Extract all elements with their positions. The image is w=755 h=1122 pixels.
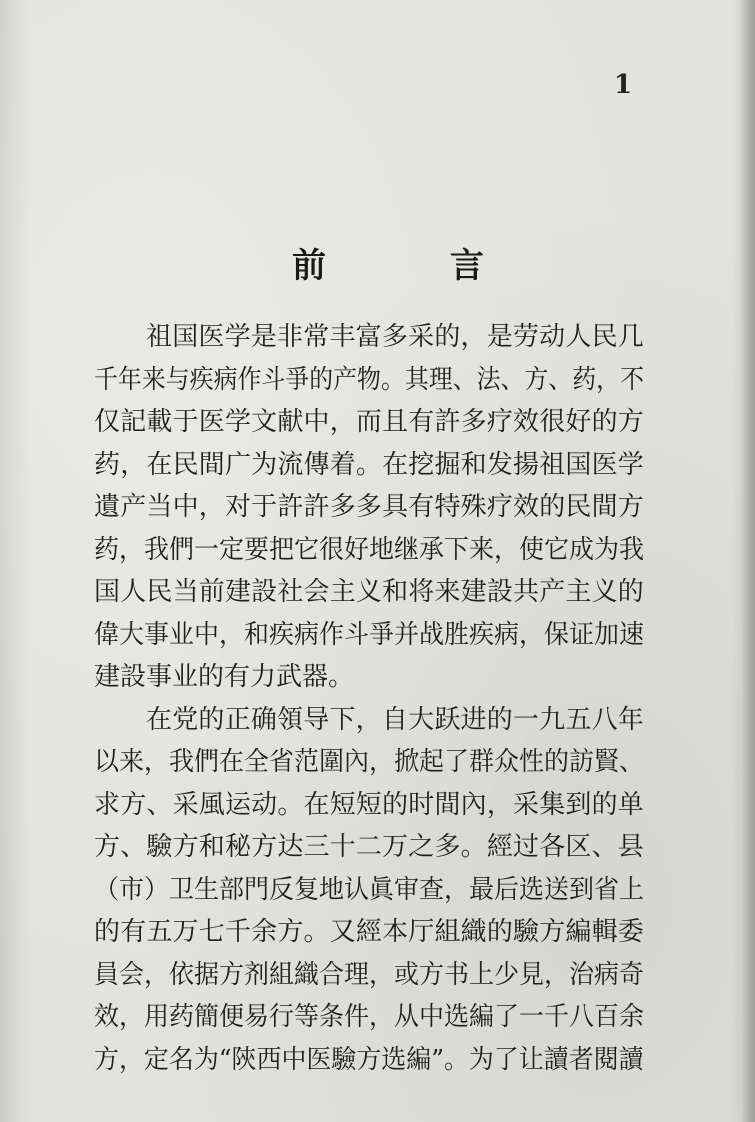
text-line: 国人民当前建設社会主义和将来建設共产主义的 (94, 577, 645, 607)
text-line: 千年来与疾病作斗爭的产物。其理、法、方、药，不 (94, 364, 645, 395)
text-line: 以来，我們在全省范圍內，掀起了群众性的訪賢、 (94, 747, 645, 777)
text-line: 建設事业的有力武器。 (94, 662, 355, 692)
preface-body (94, 316, 644, 1081)
section-title: 前 言 (292, 246, 540, 286)
text-line: 方，定名为“陝西中医驗方选編”。为了让讀者閱讀 (94, 1044, 644, 1075)
text-line: 药，我們一定要把它很好地继承下来，使它成为我 (94, 534, 645, 565)
text-line: 遺产当中，对于許許多多具有特殊疗效的民間方 (94, 492, 645, 522)
text-line: 在党的正确領导下，自大跃进的一九五八年 (146, 704, 645, 735)
text-line: 仅記載于医学文献中，而且有許多疗效很好的方 (94, 407, 645, 437)
text-line: （市）卫生部門反复地认眞审查，最后选送到省上 (94, 874, 645, 905)
text-line: 求方、采風运动。在短短的时間內，采集到的单 (94, 789, 645, 820)
text-line: 員会，依据方剂組織合理，或方书上少見，治病奇 (94, 959, 645, 990)
text-line: 效，用药簡便易行等条件，从中选編了一千八百余 (94, 1002, 645, 1032)
text-line: 偉大事业中，和疾病作斗爭并战胜疾病，保证加速 (94, 619, 645, 650)
text-line: 祖国医学是非常丰富多采的，是劳动人民几 (146, 322, 645, 352)
page-number: 1 (614, 70, 633, 100)
text-line: 的有五万七千余方。又經本厅組織的驗方編輯委 (94, 917, 645, 947)
text-line: 药，在民間广为流傳着。在挖掘和发揚祖国医学 (94, 449, 645, 480)
page-edge-shadow (741, 0, 755, 1122)
text-line: 方、驗方和秘方达三十二万之多。經过各区、县 (94, 832, 645, 862)
